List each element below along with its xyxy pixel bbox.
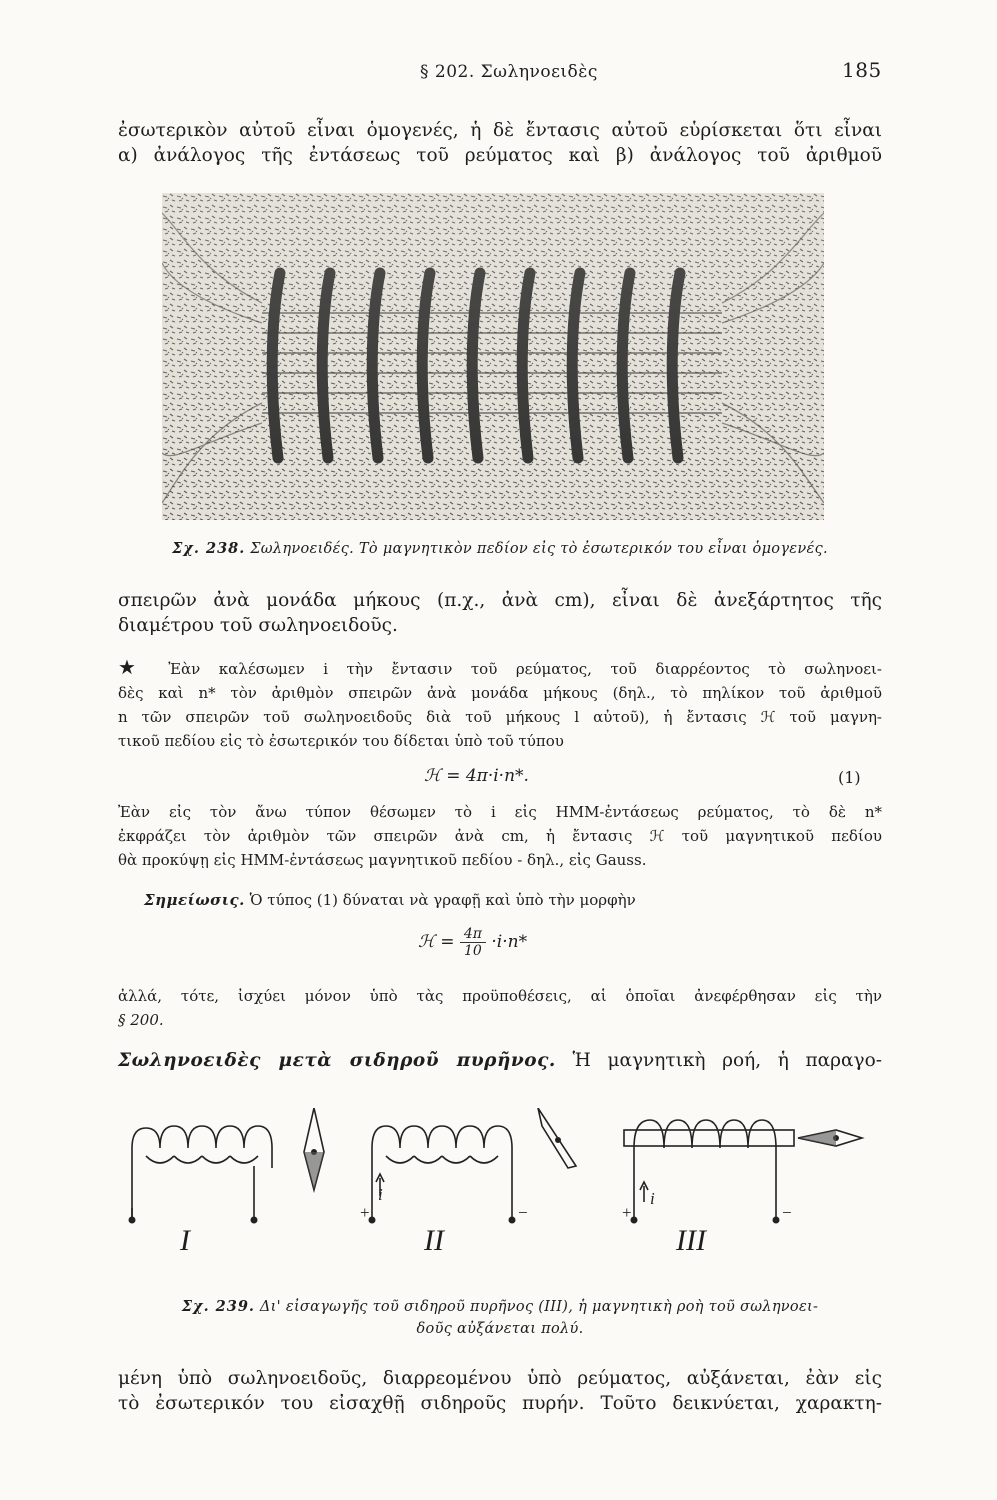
text-line: § 200. bbox=[118, 1011, 164, 1029]
figure-239-diagram bbox=[118, 1108, 882, 1268]
equation-number: (1) bbox=[838, 768, 861, 787]
text-line-content: Ἐὰν καλέσωμεν i τὴν ἔντασιν τοῦ ρεύματος, τοῦ διαρρέοντος τὸ σωληνοει- bbox=[168, 660, 882, 678]
diagram-label-I: I bbox=[180, 1224, 190, 1257]
figure-239-caption bbox=[118, 1296, 882, 1340]
text-line bbox=[118, 888, 882, 912]
text-line: διαμέτρου τοῦ σωληνοειδοῦς. bbox=[118, 615, 398, 636]
heading-text: Ἡ μαγνητικὴ ροή, ἡ παραγο- bbox=[572, 1050, 882, 1071]
plus-sign: + bbox=[360, 1203, 370, 1222]
fraction bbox=[460, 926, 486, 959]
caption-text: Σωληνοειδές. Τὸ μαγνητικὸν πεδίον εἰς τὸ ἐσωτερικόν του εἶναι ὁμογενές. bbox=[250, 541, 828, 557]
paragraph-note bbox=[118, 888, 882, 912]
running-head bbox=[0, 58, 997, 82]
paragraph-iron-core bbox=[118, 1366, 882, 1416]
section-title: § 202. Σωληνοειδὲς bbox=[420, 62, 598, 82]
caption-line bbox=[118, 1296, 882, 1318]
paragraph-conditions bbox=[118, 984, 882, 1032]
figure-238-caption bbox=[118, 540, 882, 557]
star-icon: ★ bbox=[118, 655, 150, 679]
formula-rhs: ·i·n* bbox=[491, 932, 528, 952]
figure-label: Σχ. 238. bbox=[172, 540, 246, 557]
text-line bbox=[118, 1048, 882, 1073]
diagram-label-III: III bbox=[676, 1224, 706, 1257]
current-label: i bbox=[378, 1185, 383, 1204]
figure-label: Σχ. 239. bbox=[181, 1298, 255, 1315]
text-line: θὰ προκύψῃ εἰς HMM-ἐντάσεως μαγνητικοῦ πεδίου - δηλ., εἰς Gauss. bbox=[118, 851, 647, 869]
text-line: τὸ ἐσωτερικόν του εἰσαχθῇ σιδηροῦς πυρήν. Τοῦτο δεικνύεται, χαρακτη- bbox=[118, 1393, 882, 1414]
text-line: α) ἀνάλογος τῆς ἐντάσεως τοῦ ρεύματος καὶ β) ἀνάλογος τοῦ ἀριθμοῦ bbox=[118, 145, 882, 166]
fraction-denominator: 10 bbox=[464, 943, 482, 959]
paragraph-turns bbox=[118, 588, 882, 638]
text-line: n τῶν σπειρῶν τοῦ σωληνοειδοῦς διὰ τοῦ μήκους l αὐτοῦ), ἡ ἔντασις ℋ τοῦ μαγνη- bbox=[118, 708, 882, 726]
fraction-numerator: 4π bbox=[460, 926, 486, 943]
solenoid-compass-diagram bbox=[118, 1108, 882, 1268]
paragraph-definition bbox=[118, 655, 882, 753]
text-line: τικοῦ πεδίου εἰς τὸ ἐσωτερικόν του δίδεται ὑπὸ τοῦ τύπου bbox=[118, 732, 564, 750]
paragraph-iron-core-head bbox=[118, 1048, 882, 1073]
iron-filings-picture bbox=[162, 193, 824, 520]
text-line: ἀλλά, τότε, ἰσχύει μόνον ὑπὸ τὰς προϋποθέσεις, αἱ ὁποῖαι ἀνεφέρθησαν εἰς τὴν bbox=[118, 987, 882, 1005]
minus-sign: − bbox=[782, 1203, 792, 1222]
text-line: Ἐὰν εἰς τὸν ἄνω τύπον θέσωμεν τὸ i εἰς HMM-ἐντάσεως ρεύματος, τὸ δὲ n* bbox=[118, 803, 882, 821]
plus-sign: + bbox=[622, 1203, 632, 1222]
paragraph-units bbox=[118, 800, 882, 872]
formula-2 bbox=[418, 926, 527, 959]
formula-1: ℋ = 4π·i·n*. bbox=[424, 766, 529, 786]
note-label: Σημείωσις. bbox=[144, 891, 245, 909]
text-line: σπειρῶν ἀνὰ μονάδα μήκους (π.χ., ἀνὰ cm), εἶναι δὲ ἀνεξάρτητος τῆς bbox=[118, 590, 882, 611]
section-heading: Σωληνοειδὲς μετὰ σιδηροῦ πυρῆνος. bbox=[118, 1050, 556, 1071]
paragraph-intro bbox=[118, 118, 882, 168]
minus-sign: − bbox=[518, 1203, 528, 1222]
text-line bbox=[118, 655, 882, 681]
page-number: 185 bbox=[842, 58, 882, 82]
text-line: δὲς καὶ n* τὸν ἀριθμὸν σπειρῶν ἀνὰ μονάδα μήκους (δηλ., τὸ πηλίκον τοῦ ἀριθμοῦ bbox=[118, 684, 882, 702]
caption-line: δοῦς αὐξάνεται πολύ. bbox=[416, 1321, 584, 1337]
note-text: Ὁ τύπος (1) δύναται νὰ γραφῇ καὶ ὑπὸ τὴν μορφὴν bbox=[249, 891, 636, 909]
diagram-label-II: II bbox=[424, 1224, 444, 1257]
solenoid-field-photograph bbox=[162, 193, 824, 520]
caption-text: Δι' εἰσαγωγῆς τοῦ σιδηροῦ πυρῆνος (III), ἡ μαγνητικὴ ροὴ τοῦ σωληνοει- bbox=[259, 1299, 819, 1315]
text-line: ἐσωτερικὸν αὐτοῦ εἶναι ὁμογενές, ἡ δὲ ἔντασις αὐτοῦ εὑρίσκεται ὅτι εἶναι bbox=[118, 120, 882, 141]
text-line: μένη ὑπὸ σωληνοειδοῦς, διαρρεομένου ὑπὸ ρεύματος, αὐξάνεται, ἐὰν εἰς bbox=[118, 1368, 882, 1389]
text-line: ἐκφράζει τὸν ἀριθμὸν τῶν σπειρῶν ἀνὰ cm, ἡ ἔντασις ℋ τοῦ μαγνητικοῦ πεδίου bbox=[118, 827, 882, 845]
formula-lhs: ℋ = bbox=[418, 932, 455, 952]
current-label: i bbox=[650, 1189, 655, 1208]
